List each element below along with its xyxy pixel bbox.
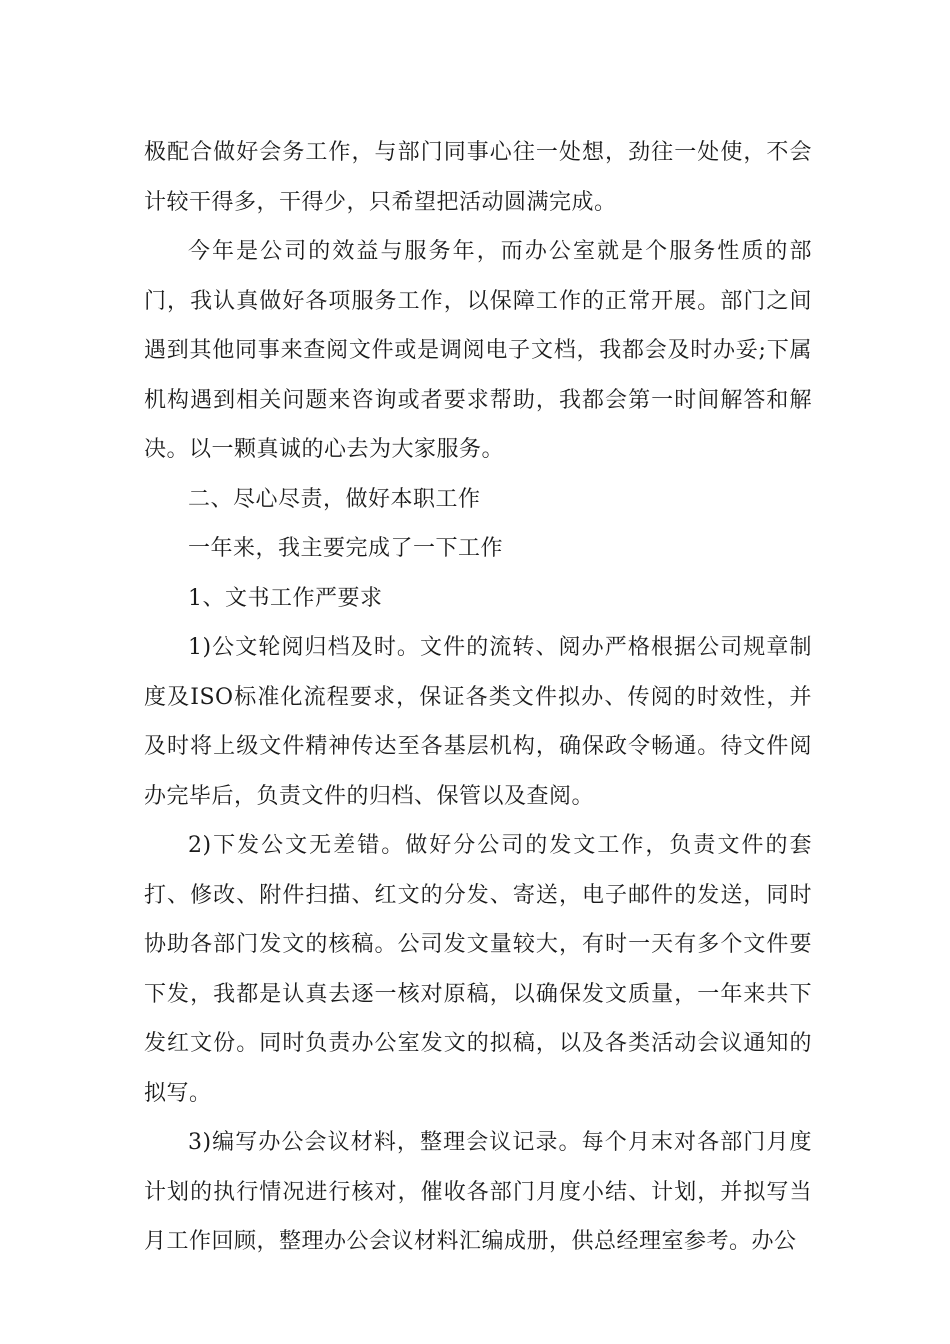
document-body [144,128,812,1267]
paragraph-work-intro: 一年来，我主要完成了一下工作 [188,536,504,561]
paragraph-service-year: 今年是公司的效益与服务年，而办公室就是个服务性质的部门，我认真做好各项服务工作，以保障工作的正常开展。部门之间遇到其他同事来查阅文件或是调阅电子文档，我都会及时办妥;下属机构遇到相关问题来咨询或者要求帮助，我都会第一时间解答和解决。以一颗真诚的心去为大家服务。 [144,239,812,462]
list-item-issuing: 2)下发公文无差错。做好分公司的发文工作，负责文件的套打、修改、附件扫描、红文的分发、寄送，电子邮件的发送，同时协助各部门发文的核稿。公司发文量较大，有时一天有多个文件要下发，我都是认真去逐一核对原稿，以确保发文质量，一年来共下发红文份。同时负责办公室发文的拟稿，以及各类活动会议通知的拟写。 [144,833,812,1106]
list-item-meeting-materials: 3)编写办公会议材料，整理会议记录。每个月末对各部门月度计划的执行情况进行核对，催收各部门月度小结、计划，并拟写当月工作回顾，整理办公会议材料汇编成册，供总经理室参考。办公 [144,1130,812,1254]
subheading-document-work: 1、文书工作严要求 [188,585,383,611]
paragraph-continuation: 极配合做好会务工作，与部门同事心往一处想，劲往一处使，不会计较干得多，干得少，只希望把活动圆满完成。 [144,140,812,215]
list-item-archiving: 1)公文轮阅归档及时。文件的流转、阅办严格根据公司规章制度及ISO标准化流程要求，保证各类文件拟办、传阅的时效性，并及时将上级文件精神传达至各基层机构，确保政令畅通。待文件阅办完毕后，负责文件的归档、保管以及查阅。 [144,635,812,809]
section-heading-duties: 二、尽心尽责，做好本职工作 [188,486,481,512]
